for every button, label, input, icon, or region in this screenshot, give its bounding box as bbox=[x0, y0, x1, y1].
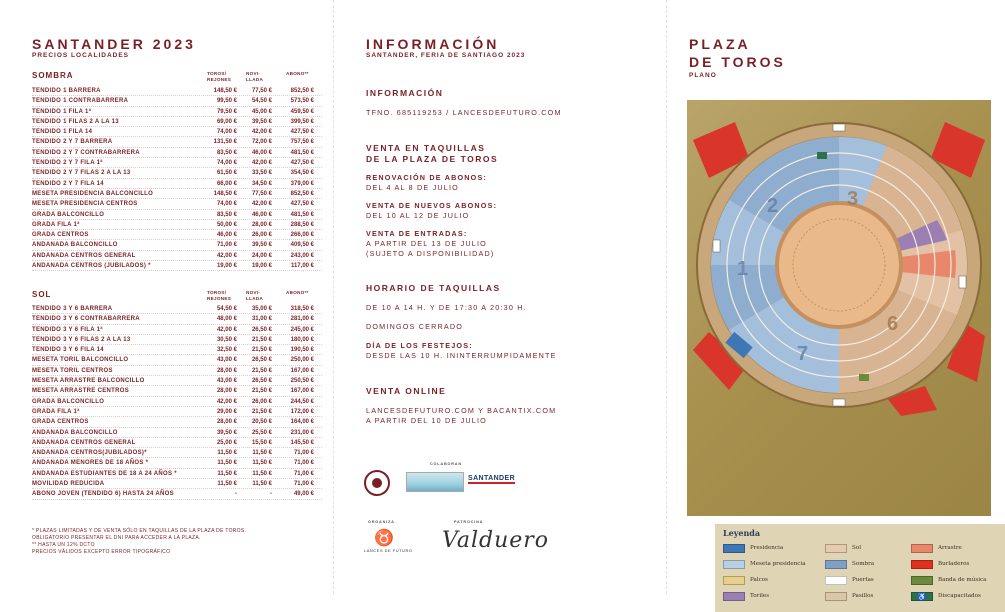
price-toros: 48,00 € bbox=[216, 316, 237, 323]
price-novillada: 26,50 € bbox=[251, 326, 272, 333]
price-abono: 117,00 € bbox=[290, 263, 314, 270]
seat-name: MESETA ARRASTRE BALCONCILLO bbox=[32, 378, 145, 385]
price-abono: 250,50 € bbox=[290, 378, 314, 385]
price-toros: 28,00 € bbox=[216, 419, 237, 426]
seat-name: GRADA BALCONCILLO bbox=[32, 398, 105, 405]
price-toros: 74,00 € bbox=[216, 201, 237, 208]
price-toros: 83,50 € bbox=[216, 211, 237, 218]
door-marker bbox=[833, 124, 845, 131]
price-row bbox=[32, 86, 322, 96]
prices-panel bbox=[0, 0, 333, 594]
footnote: * PLAZAS LIMITADAS Y DE VENTA SÓLO EN TAQUILLAS DE LA PLAZA DE TOROS. bbox=[32, 528, 247, 534]
price-novillada: 21,50 € bbox=[251, 347, 272, 354]
price-novillada: 28,00 € bbox=[251, 221, 272, 228]
price-novillada: 39,50 € bbox=[251, 118, 272, 125]
legend-title: Leyenda bbox=[723, 528, 761, 538]
sombra-col-novillada: NOVI- LLADA bbox=[246, 71, 264, 82]
price-abono: 244,50 € bbox=[290, 398, 314, 405]
legend-swatch bbox=[723, 576, 745, 585]
price-toros: 50,00 € bbox=[216, 221, 237, 228]
price-row bbox=[32, 417, 322, 427]
info-title: INFORMACIÓN bbox=[366, 36, 500, 52]
price-abono: 71,00 € bbox=[293, 460, 314, 467]
sol-price-table bbox=[32, 304, 322, 500]
price-novillada: 33,50 € bbox=[251, 170, 272, 177]
price-toros: 69,00 € bbox=[216, 118, 237, 125]
price-abono: 243,00 € bbox=[290, 252, 314, 259]
price-abono: 71,00 € bbox=[293, 481, 314, 488]
seat-name: TENDIDO 2 Y 7 FILAS 2 A LA 13 bbox=[32, 170, 131, 177]
price-toros: 28,00 € bbox=[216, 388, 237, 395]
price-toros: 43,00 € bbox=[216, 378, 237, 385]
price-novillada: 21,50 € bbox=[251, 336, 272, 343]
price-abono: 167,00 € bbox=[290, 388, 314, 395]
nuevos-abonos-label: VENTA DE NUEVOS ABONOS: bbox=[366, 201, 498, 210]
seat-name: TENDIDO 2 Y 7 FILA 14 bbox=[32, 180, 104, 187]
price-row bbox=[32, 148, 322, 158]
door-marker bbox=[959, 276, 966, 288]
price-abono: 180,00 € bbox=[290, 336, 314, 343]
seat-name: ANDANADA BALCONCILLO bbox=[32, 242, 118, 249]
seat-name: GRADA FILA 1ª bbox=[32, 221, 80, 228]
price-abono: 757,50 € bbox=[290, 139, 314, 146]
price-toros: 30,50 € bbox=[216, 336, 237, 343]
seat-name: ANDANADA CENTROS GENERAL bbox=[32, 439, 136, 446]
price-novillada: 26,50 € bbox=[251, 357, 272, 364]
price-novillada: 46,00 € bbox=[251, 211, 272, 218]
cantabria-logo bbox=[406, 472, 464, 492]
sombra-col-toros: TOROS/ REJONES bbox=[207, 71, 232, 82]
price-toros: 11,50 € bbox=[217, 481, 237, 488]
price-row bbox=[32, 230, 322, 240]
legend-label: Arrastre bbox=[938, 545, 962, 551]
sombra-price-table bbox=[32, 86, 322, 271]
price-abono: 250,00 € bbox=[290, 357, 314, 364]
map-title bbox=[689, 35, 786, 71]
price-row bbox=[32, 479, 322, 489]
price-toros: 148,50 € bbox=[213, 88, 237, 94]
info-heading: INFORMACIÓN bbox=[366, 88, 444, 98]
price-row bbox=[32, 137, 322, 147]
price-row bbox=[32, 469, 322, 479]
horario-heading: HORARIO DE TAQUILLAS bbox=[366, 283, 501, 293]
accessible-marker bbox=[817, 152, 827, 159]
seat-name: GRADA FILA 1ª bbox=[32, 408, 80, 415]
price-row bbox=[32, 189, 322, 199]
sol-col-abono: ABONO** bbox=[286, 290, 309, 295]
seat-name: TENDIDO 3 Y 6 FILA 1ª bbox=[32, 326, 103, 333]
price-toros: 42,00 € bbox=[216, 326, 237, 333]
seat-name: MESETA PRESIDENCIA BALCONCILLO bbox=[32, 190, 154, 197]
price-novillada: 77,50 € bbox=[251, 88, 272, 94]
legend-swatch bbox=[825, 576, 847, 585]
seat-name: ANDANADA BALCONCILLO bbox=[32, 429, 118, 436]
footnotes bbox=[32, 528, 246, 556]
contact-text[interactable]: TFNO. 685119253 / LANCESDEFUTURO.COM bbox=[366, 108, 562, 117]
price-row bbox=[32, 127, 322, 137]
legend-swatch bbox=[911, 576, 933, 585]
legend-label: Burladeros bbox=[938, 561, 970, 567]
price-novillada: 24,00 € bbox=[251, 252, 272, 259]
seat-name: TENDIDO 3 Y 6 BARRERA bbox=[32, 306, 113, 312]
valduero-logo: Valduero bbox=[442, 528, 550, 553]
price-novillada: 11,50 € bbox=[252, 470, 272, 477]
sombra-col-abono: ABONO** bbox=[286, 71, 309, 76]
seat-name: MOVILIDAD REDUCIDA bbox=[32, 481, 105, 488]
map-legend bbox=[715, 524, 1005, 612]
price-row bbox=[32, 107, 322, 117]
horario-line-1: DE 10 A 14 H. Y DE 17:30 A 20:30 H. bbox=[366, 303, 527, 312]
price-novillada: 35,00 € bbox=[251, 306, 272, 312]
festejos-value: DESDE LAS 10 H. ININTERRUMPIDAMENTE bbox=[366, 351, 557, 360]
renovacion-label: RENOVACIÓN DE ABONOS: bbox=[366, 173, 488, 182]
plaza-seal-logo bbox=[364, 470, 390, 496]
legend-swatch bbox=[723, 544, 745, 553]
price-novillada: 42,00 € bbox=[251, 129, 272, 136]
price-toros: 43,00 € bbox=[216, 357, 237, 364]
arena bbox=[777, 203, 901, 327]
section-number-6: 6 bbox=[887, 313, 899, 335]
legend-swatch bbox=[723, 592, 745, 601]
price-abono: 427,50 € bbox=[290, 160, 314, 167]
price-row bbox=[32, 220, 322, 230]
legend-swatch bbox=[723, 560, 745, 569]
price-toros: 54,50 € bbox=[216, 306, 237, 312]
legend-swatch bbox=[911, 560, 933, 569]
seat-name: MESETA ARRASTRE CENTROS bbox=[32, 388, 130, 395]
seat-name: TENDIDO 1 FILA 1ª bbox=[32, 108, 92, 115]
festejos-label: DÍA DE LOS FESTEJOS: bbox=[366, 341, 473, 350]
wheelchair-icon: ♿ bbox=[911, 592, 933, 601]
sol-col-toros: TOROS/ REJONES bbox=[207, 290, 232, 301]
price-toros: 61,50 € bbox=[216, 170, 237, 177]
entradas-label: VENTA DE ENTRADAS: bbox=[366, 229, 468, 238]
online-heading: VENTA ONLINE bbox=[366, 386, 447, 396]
page-subtitle: PRECIOS LOCALIDADES bbox=[32, 52, 130, 59]
seat-name: GRADA CENTROS bbox=[32, 419, 89, 426]
price-row bbox=[32, 325, 322, 335]
price-novillada: 21,50 € bbox=[251, 367, 272, 374]
price-row bbox=[32, 117, 322, 127]
page-title: SANTANDER 2023 bbox=[32, 36, 196, 52]
price-row bbox=[32, 179, 322, 189]
price-abono: 481,50 € bbox=[290, 149, 314, 156]
price-toros: 11,50 € bbox=[217, 470, 237, 477]
price-novillada: 11,50 € bbox=[252, 460, 272, 467]
map-panel bbox=[666, 0, 1000, 601]
door-marker bbox=[833, 399, 845, 406]
price-novillada: - bbox=[270, 491, 272, 498]
legend-label: Banda de música bbox=[938, 577, 987, 583]
band-marker bbox=[859, 374, 869, 381]
seat-name: TENDIDO 1 CONTRABARRERA bbox=[32, 98, 129, 105]
map-title-line-2: DE TOROS bbox=[689, 54, 786, 70]
price-abono: 190,50 € bbox=[290, 347, 314, 354]
price-toros: 11,50 € bbox=[217, 460, 237, 467]
price-novillada: 19,00 € bbox=[251, 263, 272, 270]
price-abono: 71,00 € bbox=[293, 470, 314, 477]
price-abono: 266,00 € bbox=[290, 232, 314, 239]
price-row bbox=[32, 240, 322, 250]
info-panel bbox=[333, 0, 666, 594]
price-novillada: 39,50 € bbox=[251, 242, 272, 249]
price-row bbox=[32, 386, 322, 396]
price-row bbox=[32, 448, 322, 458]
seat-name: MESETA TORIL BALCONCILLO bbox=[32, 357, 129, 364]
footnote: OBLIGATORIO PRESENTAR EL DNI PARA ACCEDER A LA PLAZA. bbox=[32, 535, 201, 541]
legend-label: Sol bbox=[852, 545, 861, 551]
price-novillada: 45,00 € bbox=[251, 108, 272, 115]
price-novillada: 20,50 € bbox=[251, 419, 272, 426]
price-abono: 167,00 € bbox=[290, 367, 314, 374]
legend-label: Discapacitados bbox=[938, 593, 981, 599]
bullring-map bbox=[687, 100, 991, 601]
renovacion-value: DEL 4 AL 8 DE JULIO bbox=[366, 183, 459, 192]
price-novillada: 77,50 € bbox=[251, 190, 272, 197]
price-abono: 288,50 € bbox=[290, 221, 314, 228]
map-title-line-1: PLAZA bbox=[689, 36, 751, 52]
price-toros: 28,00 € bbox=[216, 367, 237, 374]
price-novillada: 42,00 € bbox=[251, 160, 272, 167]
price-row bbox=[32, 438, 322, 448]
price-toros: 19,00 € bbox=[216, 263, 237, 270]
price-toros: 74,00 € bbox=[216, 160, 237, 167]
seat-name: TENDIDO 2 Y 7 FILA 1ª bbox=[32, 160, 103, 167]
seat-name: GRADA CENTROS bbox=[32, 232, 89, 239]
info-subtitle: SANTANDER, FERIA DE SANTIAGO 2023 bbox=[366, 52, 526, 59]
price-novillada: 42,00 € bbox=[251, 201, 272, 208]
section-number-7: 7 bbox=[797, 343, 809, 365]
price-abono: 379,00 € bbox=[290, 180, 314, 187]
price-novillada: 34,50 € bbox=[251, 180, 272, 187]
price-row bbox=[32, 251, 322, 261]
price-row bbox=[32, 314, 322, 324]
nuevos-abonos-value: DEL 10 AL 12 DE JULIO bbox=[366, 211, 470, 220]
price-row bbox=[32, 458, 322, 468]
price-toros: - bbox=[235, 491, 237, 498]
legend-swatch bbox=[825, 560, 847, 569]
seat-name: TENDIDO 3 Y 6 CONTRABARRERA bbox=[32, 316, 140, 323]
price-row bbox=[32, 355, 322, 365]
seat-name: TENDIDO 2 Y 7 BARRERA bbox=[32, 139, 113, 146]
legend-label: Sombra bbox=[852, 561, 875, 567]
legend-label: Meseta presidencia bbox=[750, 561, 806, 567]
price-novillada: 26,00 € bbox=[251, 398, 272, 405]
seat-name: TENDIDO 1 FILA 14 bbox=[32, 129, 93, 136]
price-toros: 148,50 € bbox=[213, 190, 237, 197]
legend-swatch bbox=[825, 592, 847, 601]
price-abono: 71,00 € bbox=[293, 450, 314, 457]
section-number-3: 3 bbox=[847, 188, 859, 210]
price-toros: 74,00 € bbox=[216, 129, 237, 136]
price-row bbox=[32, 397, 322, 407]
seat-name: ANDANADA CENTROS GENERAL bbox=[32, 252, 136, 259]
price-toros: 83,50 € bbox=[216, 149, 237, 156]
price-toros: 32,50 € bbox=[216, 347, 237, 354]
price-toros: 39,50 € bbox=[216, 429, 237, 436]
legend-label: Presidencia bbox=[750, 545, 784, 551]
price-abono: 427,50 € bbox=[290, 129, 314, 136]
price-toros: 42,00 € bbox=[216, 252, 237, 259]
legend-label: Pasillos bbox=[852, 593, 874, 599]
price-toros: 71,00 € bbox=[216, 242, 237, 249]
colaboran-label: COLABORAN bbox=[430, 462, 462, 466]
price-novillada: 31,00 € bbox=[251, 316, 272, 323]
seat-name: ANDANADA CENTROS(JUBILADOS)* bbox=[32, 450, 147, 457]
seat-name: ABONO JOVEN (TENDIDO 6) HASTA 24 AÑOS bbox=[32, 491, 174, 498]
price-row bbox=[32, 210, 322, 220]
lances-de-futuro-logo: LANCES DE FUTURO bbox=[364, 548, 413, 553]
price-row bbox=[32, 168, 322, 178]
price-row bbox=[32, 489, 322, 499]
seat-name: MESETA PRESIDENCIA CENTROS bbox=[32, 201, 138, 208]
price-novillada: 72,00 € bbox=[251, 139, 272, 146]
bullring-plan-svg bbox=[687, 100, 991, 516]
price-abono: 409,50 € bbox=[290, 242, 314, 249]
seat-name: GRADA BALCONCILLO bbox=[32, 211, 105, 218]
price-toros: 25,00 € bbox=[216, 439, 237, 446]
legend-swatch bbox=[911, 544, 933, 553]
price-row bbox=[32, 335, 322, 345]
price-row bbox=[32, 428, 322, 438]
price-toros: 11,50 € bbox=[217, 450, 237, 457]
footnote: PRECIOS VÁLIDOS EXCEPTO ERROR TIPOGRÁFICO bbox=[32, 549, 171, 555]
online-link-line[interactable]: LANCESDEFUTURO.COM Y BACANTIX.COM bbox=[366, 406, 557, 415]
price-row bbox=[32, 261, 322, 271]
price-row bbox=[32, 158, 322, 168]
price-toros: 79,50 € bbox=[216, 108, 237, 115]
price-abono: 852,50 € bbox=[290, 88, 314, 94]
organiza-label: ORGANIZA bbox=[368, 520, 395, 524]
door-marker bbox=[713, 240, 720, 252]
section-number-2: 2 bbox=[767, 195, 779, 217]
price-abono: 49,00 € bbox=[293, 491, 314, 498]
legend-label: Puertas bbox=[852, 577, 874, 583]
price-row bbox=[32, 199, 322, 209]
price-abono: 164,00 € bbox=[290, 419, 314, 426]
seat-name: TENDIDO 1 FILAS 2 A LA 13 bbox=[32, 118, 119, 125]
price-row bbox=[32, 345, 322, 355]
price-abono: 852,50 € bbox=[290, 190, 314, 197]
price-abono: 245,00 € bbox=[290, 326, 314, 333]
price-row bbox=[32, 407, 322, 417]
price-abono: 399,50 € bbox=[290, 118, 314, 125]
sol-heading: SOL bbox=[32, 290, 52, 299]
price-novillada: 11,50 € bbox=[252, 481, 272, 488]
seat-name: ANDANADA ESTUDIANTES DE 18 A 24 AÑOS * bbox=[32, 470, 177, 477]
venta-taquillas-heading-2: DE LA PLAZA DE TOROS bbox=[366, 154, 499, 164]
seat-name: TENDIDO 1 BARRERA bbox=[32, 88, 101, 94]
online-date-line: A PARTIR DEL 10 DE JULIO bbox=[366, 416, 487, 425]
price-abono: 281,00 € bbox=[290, 316, 314, 323]
horario-line-2: DOMINGOS CERRADO bbox=[366, 322, 464, 331]
price-toros: 66,00 € bbox=[216, 180, 237, 187]
price-novillada: 25,50 € bbox=[251, 429, 272, 436]
price-novillada: 15,50 € bbox=[251, 439, 272, 446]
price-row bbox=[32, 376, 322, 386]
price-toros: 29,00 € bbox=[216, 408, 237, 415]
price-toros: 99,50 € bbox=[216, 98, 237, 105]
price-abono: 427,50 € bbox=[290, 201, 314, 208]
price-toros: 42,00 € bbox=[216, 398, 237, 405]
price-novillada: 11,50 € bbox=[252, 450, 272, 457]
price-row bbox=[32, 366, 322, 376]
price-novillada: 21,50 € bbox=[251, 408, 272, 415]
price-toros: 131,50 € bbox=[213, 139, 237, 146]
price-novillada: 54,50 € bbox=[251, 98, 272, 105]
seat-name: ANDANADA CENTROS (JUBILADOS) * bbox=[32, 263, 151, 270]
footnote: ** HASTA UN 12% DCTO bbox=[32, 542, 95, 548]
price-abono: 172,00 € bbox=[290, 408, 314, 415]
price-novillada: 21,50 € bbox=[251, 388, 272, 395]
sol-col-novillada: NOVI- LLADA bbox=[246, 290, 264, 301]
sombra-heading: SOMBRA bbox=[32, 71, 74, 80]
price-abono: 231,00 € bbox=[290, 429, 314, 436]
venta-taquillas-heading-1: VENTA EN TAQUILLAS bbox=[366, 143, 486, 153]
entradas-value-1: A PARTIR DEL 13 DE JULIO bbox=[366, 239, 487, 248]
price-row bbox=[32, 304, 322, 314]
bull-icon: ♉ bbox=[374, 530, 394, 547]
price-abono: 145,50 € bbox=[290, 439, 314, 446]
seat-name: ANDANADA MENORES DE 18 AÑOS * bbox=[32, 460, 149, 467]
price-abono: 318,50 € bbox=[290, 306, 314, 312]
price-novillada: 26,00 € bbox=[251, 232, 272, 239]
seat-name: TENDIDO 3 Y 6 FILAS 2 A LA 13 bbox=[32, 336, 131, 343]
price-novillada: 46,00 € bbox=[251, 149, 272, 156]
section-number-1: 1 bbox=[737, 258, 749, 280]
price-novillada: 26,50 € bbox=[251, 378, 272, 385]
seat-name: MESETA TORIL CENTROS bbox=[32, 367, 113, 374]
price-abono: 459,50 € bbox=[290, 108, 314, 115]
seat-name: TENDIDO 2 Y 7 CONTRABARRERA bbox=[32, 149, 140, 156]
patrocina-label: PATROCINA bbox=[454, 520, 484, 524]
price-toros: 46,00 € bbox=[216, 232, 237, 239]
map-subtitle: PLANO bbox=[689, 72, 717, 79]
legend-label: Palcos bbox=[750, 577, 769, 583]
price-abono: 481,50 € bbox=[290, 211, 314, 218]
price-abono: 573,50 € bbox=[290, 98, 314, 105]
legend-swatch bbox=[825, 544, 847, 553]
santander-logo: SANTANDER bbox=[468, 475, 516, 482]
legend-label: Toriles bbox=[750, 593, 770, 599]
entradas-value-2: (SUJETO A DISPONIBILIDAD) bbox=[366, 249, 495, 258]
price-abono: 354,50 € bbox=[290, 170, 314, 177]
price-row bbox=[32, 96, 322, 106]
seat-name: TENDIDO 3 Y 6 FILA 14 bbox=[32, 347, 104, 354]
